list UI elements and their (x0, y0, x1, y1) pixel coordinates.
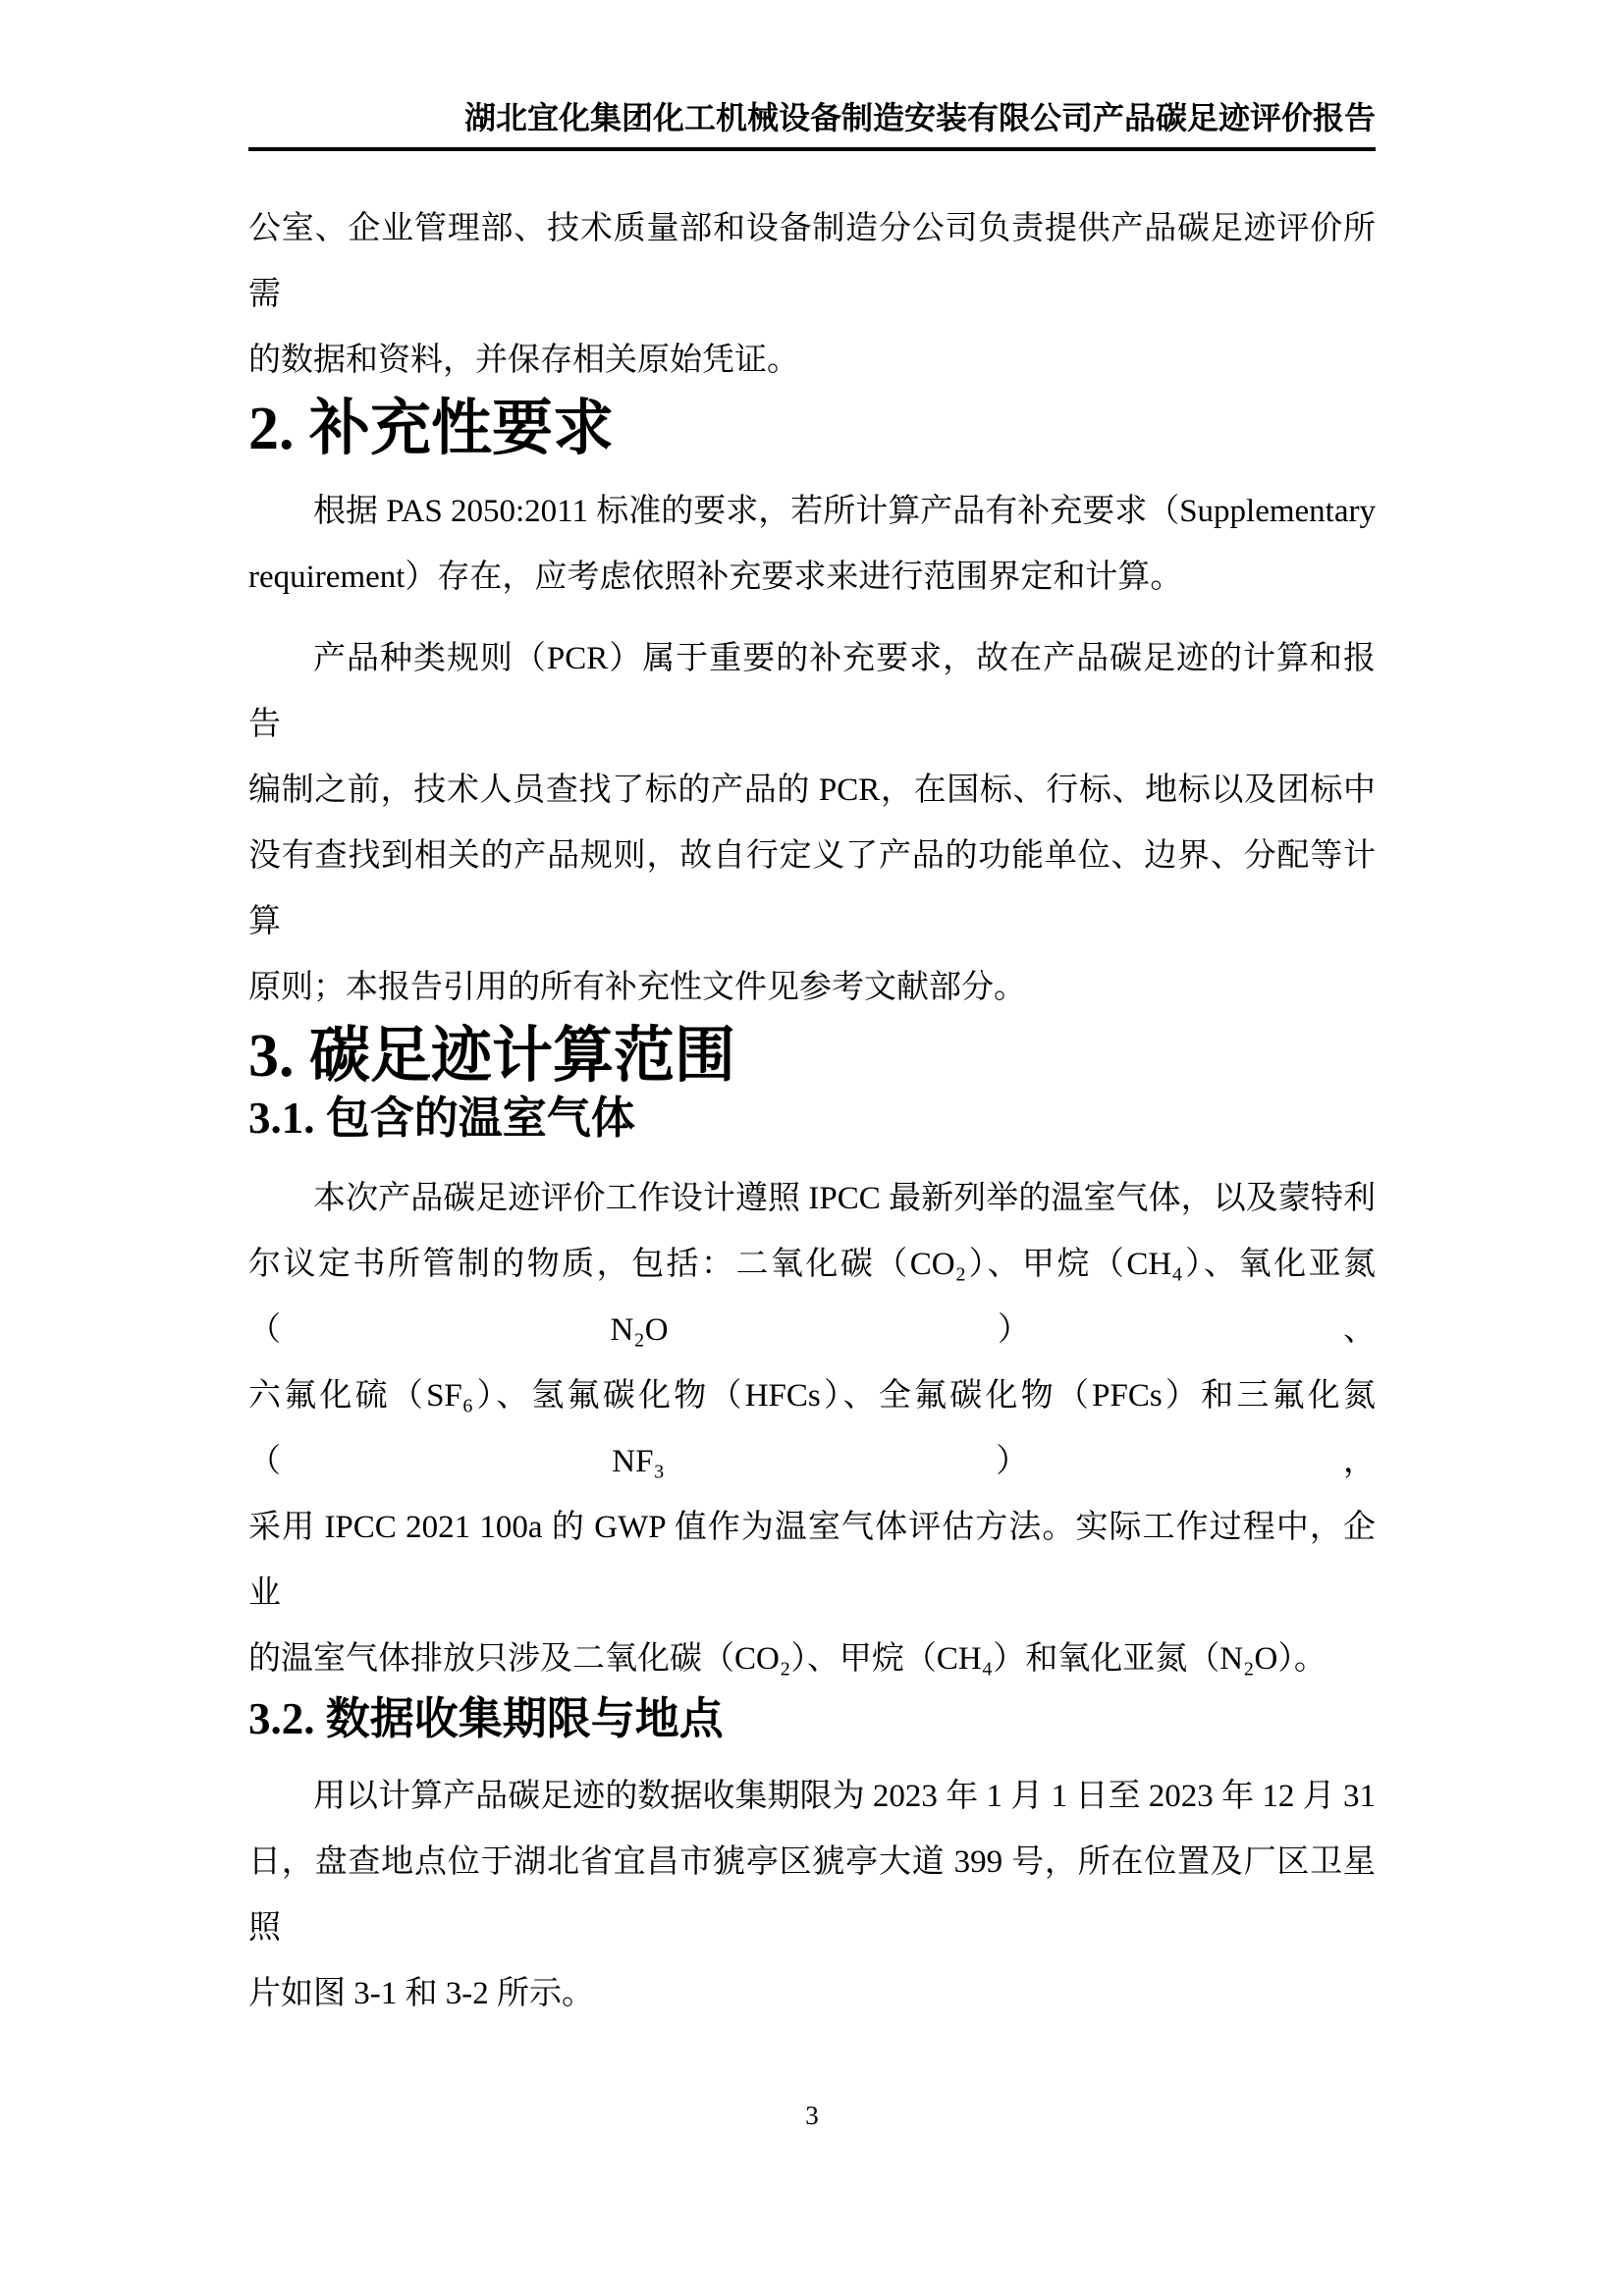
page-number: 3 (805, 2101, 819, 2130)
running-header (248, 0, 1376, 151)
section-3-1-heading: 3.1. 包含的温室气体 (248, 1094, 635, 1143)
text-line: 根据 PAS 2050:2011 标准的要求，若所计算产品有补充要求（Supplementary (313, 494, 1376, 529)
text-line: 本次产品碳足迹评价工作设计遵照 IPCC 最新列举的温室气体，以及蒙特利 (313, 1181, 1376, 1216)
section-3-heading: 3. 碳足迹计算范围 (248, 1023, 736, 1090)
text-line: 的数据和资料，并保存相关原始凭证。 (248, 343, 799, 378)
section-3-2-paragraph (248, 1764, 1376, 2027)
text-line: 用以计算产品碳足迹的数据收集期限为 2023 年 1 月 1 日至 2023 年 12 月 31 (313, 1779, 1376, 1814)
text-line: requirement）存在，应考虑依照补充要求来进行范围界定和计算。 (248, 560, 1183, 595)
section-3-1-paragraph (248, 1166, 1376, 1692)
section-2-paragraph-2 (248, 626, 1376, 1021)
text-line: 尔议定书所管制的物质，包括：二氧化碳（CO₂）、甲烷（CH₄）、氧化亚氮（N₂O）、 (248, 1247, 1376, 1348)
text-line: 没有查找到相关的产品规则，故自行定义了产品的功能单位、边界、分配等计算 (248, 838, 1376, 939)
text-line: 编制之前，技术人员查找了标的产品的 PCR，在国标、行标、地标以及团标中 (248, 773, 1376, 808)
text-line: 采用 IPCC 2021 100a 的 GWP 值作为温室气体评估方法。实际工作过程中，企业 (248, 1510, 1376, 1611)
text-line: 的温室气体排放只涉及二氧化碳（CO₂）、甲烷（CH₄）和氧化亚氮（N₂O）。 (248, 1641, 1326, 1677)
section-3-2-heading: 3.2. 数据收集期限与地点 (248, 1694, 724, 1743)
text-line: 片如图 3-1 和 3-2 所示。 (248, 1976, 594, 2011)
section-2-paragraph-1 (248, 479, 1376, 611)
paragraph-continuation (248, 196, 1376, 394)
section-2-heading: 2. 补充性要求 (248, 396, 615, 462)
text-line: 六氟化硫（SF₆）、氢氟碳化物（HFCs）、全氟碳化物（PFCs）和三氟化氮（NF₃）， (248, 1378, 1376, 1479)
text-line: 原则；本报告引用的所有补充性文件见参考文献部分。 (248, 970, 1026, 1005)
running-header-title: 湖北宜化集团化工机械设备制造安装有限公司产品碳足迹评价报告 (463, 100, 1376, 135)
text-line: 公室、企业管理部、技术质量部和设备制造分公司负责提供产品碳足迹评价所需 (248, 211, 1376, 312)
text-line: 产品种类规则（PCR）属于重要的补充要求，故在产品碳足迹的计算和报告 (248, 641, 1376, 742)
text-line: 日，盘查地点位于湖北省宜昌市猇亭区猇亭大道 399 号，所在位置及厂区卫星照 (248, 1844, 1376, 1946)
page-content (248, 0, 1376, 2027)
